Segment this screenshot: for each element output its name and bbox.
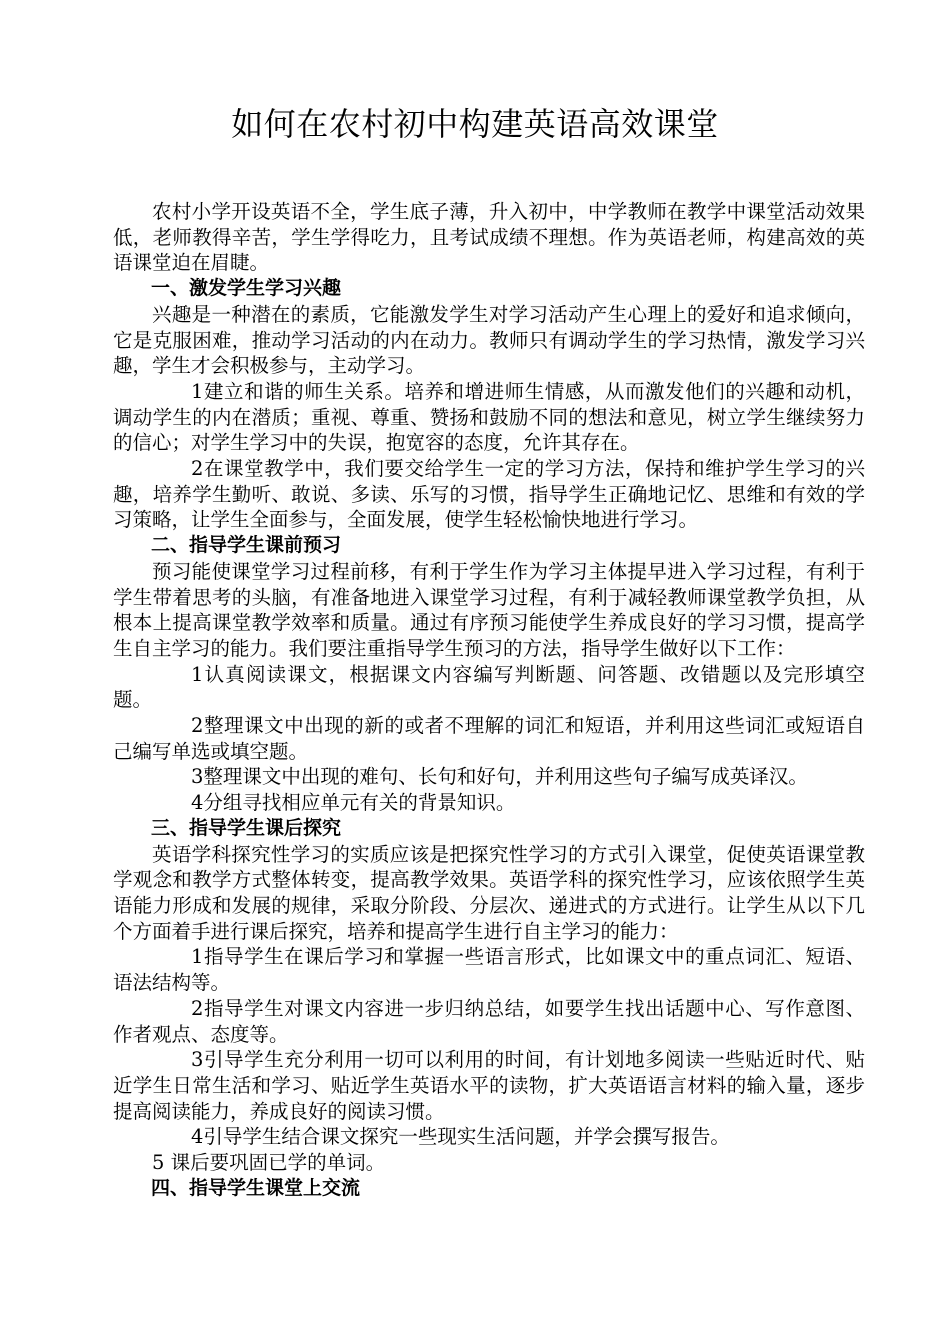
list-item-number: 1 [191, 662, 204, 686]
list-item-text: 引导学生充分利用一切可以利用的时间，有计划地多阅读一些贴近时代、贴近学生日常生活和学习、贴近学生英语水平的读物，扩大英语语言材料的输入量，逐步提高阅读能力，养成良好的阅读习惯。 [113, 1048, 865, 1123]
section-heading: 三、指导学生课后探究 [151, 816, 342, 839]
list-item-text: 整理课文中出现的新的或者不理解的词汇和短语，并利用这些词汇或短语自己编写单选或填空题。 [113, 714, 865, 763]
list-item [113, 662, 865, 713]
list-item-text: 建立和谐的师生关系。培养和增进师生情感，从而激发他们的兴趣和动机，调动学生的内在潜质；重视、尊重、赞扬和鼓励不同的想法和意见，树立学生继续努力的信心；对学生学习中的失误，抱宽容的态度，允许其存在。 [113, 379, 865, 455]
list-item-text: 引导学生结合课文探究一些现实生活问题，并学会撰写报告。 [203, 1125, 730, 1149]
section-paragraph: 英语学科探究性学习的实质应该是把探究性学习的方式引入课堂，促使英语课堂教学观念和教学方式整体转变，提高教学效果。英语学科的探究性学习，应该依照学生英语能力形成和发展的规律，采取分阶段、分层次、递进式的方式进行。让学生从以下几个方面着手进行课后探究，培养和提高学生进行自主学习的能力： [113, 842, 865, 943]
list-item-text: 整理课文中出现的难句、长句和好句，并利用这些句子编写成英译汉。 [203, 765, 808, 789]
section-paragraph: 预习能使课堂学习过程前移，有利于学生作为学习主体提早进入学习过程，有利于学生带着思考的头脑，有准备地进入课堂学习过程，有利于减轻教师课堂教学负担，从根本上提高课堂教学效率和质量。通过有序预习能使学生养成良好的学习习惯，提高学生自主学习的能力。我们要注重指导学生预习的方法，指导学生做好以下工作： [113, 559, 865, 660]
section-heading: 四、指导学生课堂上交流 [151, 1176, 361, 1199]
section-heading: 二、指导学生课前预习 [151, 534, 342, 557]
list-item [113, 1047, 865, 1124]
list-item-number: 3 [191, 1048, 204, 1072]
list-item-text: 分组寻找相应单元有关的背景知识。 [203, 791, 516, 815]
intro-paragraph: 农村小学开设英语不全，学生底子薄，升入初中，中学教师在教学中课堂活动效果低，老师教得辛苦，学生学得吃力，且考试成绩不理想。作为英语老师，构建高效的英语课堂迫在眉睫。 [113, 200, 865, 275]
list-item-number: 2 [191, 457, 204, 481]
list-item [113, 456, 865, 533]
list-item [113, 379, 865, 456]
list-item-number: 2 [191, 996, 204, 1020]
list-item-text: 指导学生在课后学习和掌握一些语言形式，比如课文中的重点词汇、短语、语法结构等。 [113, 945, 865, 995]
list-item [113, 790, 865, 816]
list-item-number: 1 [191, 379, 204, 403]
list-item-text: 在课堂教学中，我们要交给学生一定的学习方法，保持和维护学生学习的兴趣，培养学生勤听、敢说、多读、乐写的习惯，指导学生正确地记忆、思维和有效的学习策略，让学生全面参与，全面发展，使学生轻松愉快地进行学习。 [113, 457, 865, 532]
list-item-text: 认真阅读课文，根据课文内容编写判断题、问答题、改错题以及完形填空题。 [113, 662, 865, 712]
section-heading: 一、激发学生学习兴趣 [151, 277, 342, 300]
list-item-text: 指导学生对课文内容进一步归纳总结，如要学生找出话题中心、写作意图、作者观点、态度等。 [113, 996, 865, 1046]
document-title: 如何在农村初中构建英语高效课堂 [231, 105, 719, 143]
list-item-number: 4 [191, 1125, 204, 1149]
list-item [113, 996, 865, 1047]
list-item [113, 1124, 865, 1150]
document-body [113, 199, 865, 1201]
list-item-number: 3 [191, 765, 204, 789]
list-item-number: 1 [191, 945, 204, 969]
list-item [113, 944, 865, 995]
section-paragraph: 兴趣是一种潜在的素质，它能激发学生对学习活动产生心理上的爱好和追求倾向，它是克服困难，推动学习活动的内在动力。教师只有调动学生的学习热情，激发学习兴趣，学生才会积极参与，主动学习。 [113, 302, 865, 378]
list-item-number: 2 [191, 714, 204, 738]
list-item [113, 713, 865, 764]
list-item-extra: 5 课后要巩固已学的单词。 [152, 1151, 386, 1175]
list-item [113, 764, 865, 790]
list-item-number: 4 [191, 791, 204, 815]
